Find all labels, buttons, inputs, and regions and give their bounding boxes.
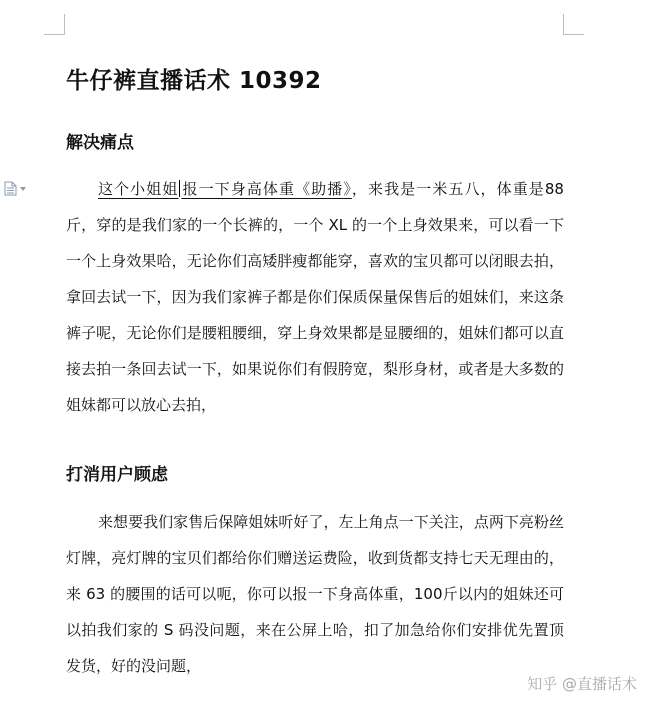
- section-heading-concerns: 打消用户顾虑: [66, 465, 168, 485]
- underlined-prefix: 这个小姐姐: [98, 180, 179, 198]
- paragraph-text: 来想要我们家售后保障姐妹听好了，左上角点一下关注，点两下亮粉丝灯牌，亮灯牌的宝贝们都给你们赠送运费险，收到货都支持七天无理由的，来 63 的腰围的话可以呃，你可以报一下身高体重，100斤以内的姐妹还可以拍我们家的 S 码没问题，来在公屏上哈，扣了加急给你们安排优先置顶发货，好的没问题，: [66, 513, 564, 675]
- document-title: 牛仔裤直播话术 10392: [66, 68, 322, 94]
- section-heading-pain-points: 解决痛点: [66, 133, 134, 153]
- watermark: 知乎 @直播话术: [527, 675, 637, 693]
- paragraph-style-icon[interactable]: [4, 181, 26, 196]
- underlined-rest: 报一下身高体重《助播》: [181, 180, 352, 198]
- page-corner-mark-top-right: [563, 14, 584, 35]
- page-corner-mark-top-left: [44, 14, 65, 35]
- paragraph-concerns[interactable]: [66, 504, 564, 684]
- chevron-down-icon: [20, 187, 26, 191]
- underlined-phrase: [98, 180, 352, 198]
- paragraph-pain-points[interactable]: [66, 171, 564, 423]
- document-icon: [4, 181, 17, 196]
- paragraph-text: ，来我是一米五八，体重是88 斤，穿的是我们家的一个长裤的，一个 XL 的一个上身效果来，可以看一下一个上身效果哈，无论你们高矮胖瘦都能穿，喜欢的宝贝都可以闭眼去拍，拿回去试一下，因为我们家裤子都是你们保质保量保售后的姐妹们，来这条裤子呢，无论你们是腰粗腰细，穿上身效果都是显腰细的，姐妹们都可以直接去拍一条回去试一下，如果说你们有假胯宽，梨形身材，或者是大多数的姐妹都可以放心去拍，: [66, 180, 564, 414]
